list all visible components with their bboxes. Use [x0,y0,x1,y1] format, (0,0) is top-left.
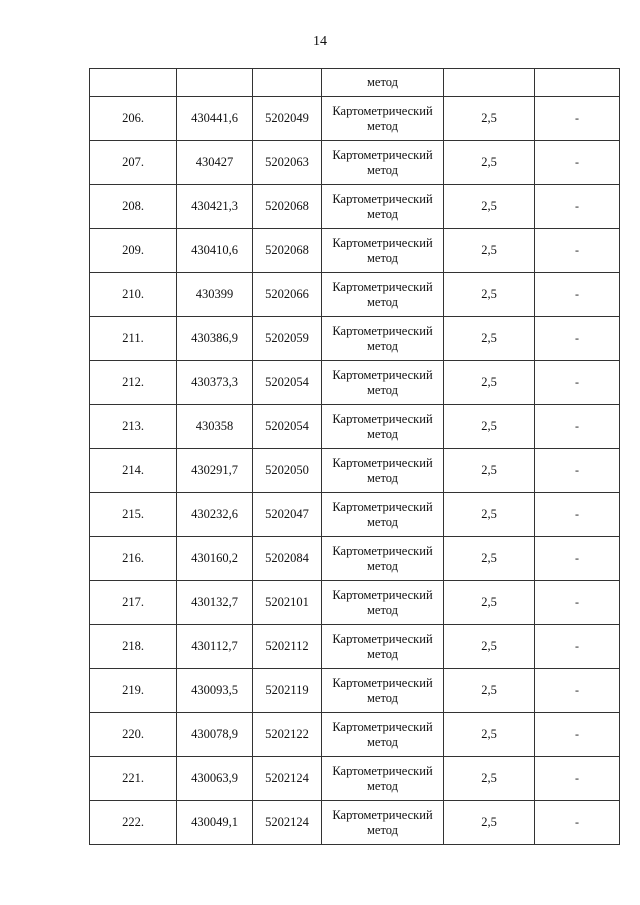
cell-note [535,273,620,317]
cell-x: 430427 [177,141,253,185]
cell-x: 430232,6 [177,493,253,537]
cell-accuracy: 2,5 [444,141,535,185]
note-text: - [575,551,579,565]
method-text: Картометрический метод [332,807,433,837]
cell-y: 5202101 [253,581,322,625]
table-row [90,317,620,361]
cell-y: 5202049 [253,97,322,141]
cell-number: 208. [90,185,177,229]
cell-method [322,581,444,625]
cell-method [322,801,444,845]
table-row [90,229,620,273]
cell-accuracy [444,69,535,97]
cell-x: 430093,5 [177,669,253,713]
cell-accuracy: 2,5 [444,581,535,625]
cell-number: 212. [90,361,177,405]
cell-accuracy: 2,5 [444,757,535,801]
cell-x [177,69,253,97]
method-text: Картометрический метод [332,543,433,573]
cell-y: 5202047 [253,493,322,537]
cell-number: 221. [90,757,177,801]
cell-accuracy: 2,5 [444,625,535,669]
cell-x: 430291,7 [177,449,253,493]
table-row [90,625,620,669]
cell-accuracy: 2,5 [444,801,535,845]
cell-x: 430386,9 [177,317,253,361]
cell-x: 430373,3 [177,361,253,405]
cell-method [322,141,444,185]
table-row [90,361,620,405]
table-row [90,449,620,493]
table-body [90,69,620,845]
note-text: - [575,287,579,301]
coordinates-table [89,68,620,845]
cell-number: 220. [90,713,177,757]
note-text: - [575,771,579,785]
method-text: Картометрический метод [332,103,433,133]
cell-accuracy: 2,5 [444,493,535,537]
cell-accuracy: 2,5 [444,669,535,713]
cell-note [535,757,620,801]
note-text: - [575,331,579,345]
cell-y: 5202112 [253,625,322,669]
cell-method [322,493,444,537]
cell-x: 430358 [177,405,253,449]
note-text: - [575,155,579,169]
table-row [90,185,620,229]
cell-note [535,625,620,669]
cell-accuracy: 2,5 [444,97,535,141]
method-text: Картометрический метод [332,367,433,397]
cell-number: 211. [90,317,177,361]
method-text: Картометрический метод [332,719,433,749]
note-text: - [575,419,579,433]
cell-note [535,185,620,229]
cell-x: 430410,6 [177,229,253,273]
cell-note [535,713,620,757]
table-row [90,801,620,845]
cell-y: 5202124 [253,757,322,801]
cell-number [90,69,177,97]
cell-method [322,713,444,757]
cell-number: 215. [90,493,177,537]
method-text: Картометрический метод [332,147,433,177]
method-text: Картометрический метод [332,323,433,353]
method-text: Картометрический метод [332,675,433,705]
method-text: метод [366,75,398,89]
cell-method [322,69,444,97]
cell-method [322,625,444,669]
cell-note [535,69,620,97]
cell-method [322,669,444,713]
cell-note [535,801,620,845]
method-text: Картометрический метод [332,499,433,529]
note-text: - [575,243,579,257]
method-text: Картометрический метод [332,235,433,265]
cell-method [322,361,444,405]
cell-note [535,581,620,625]
cell-method [322,757,444,801]
cell-y: 5202066 [253,273,322,317]
note-text: - [575,507,579,521]
note-text: - [575,111,579,125]
cell-y: 5202059 [253,317,322,361]
cell-y [253,69,322,97]
cell-method [322,449,444,493]
cell-y: 5202119 [253,669,322,713]
cell-method [322,273,444,317]
method-text: Картометрический метод [332,587,433,617]
table-row [90,669,620,713]
cell-x: 430078,9 [177,713,253,757]
note-text: - [575,683,579,697]
cell-number: 209. [90,229,177,273]
cell-accuracy: 2,5 [444,317,535,361]
cell-note [535,317,620,361]
note-text: - [575,463,579,477]
cell-number: 219. [90,669,177,713]
cell-accuracy: 2,5 [444,405,535,449]
cell-y: 5202084 [253,537,322,581]
cell-y: 5202054 [253,361,322,405]
cell-x: 430421,3 [177,185,253,229]
table-row [90,757,620,801]
cell-method [322,97,444,141]
note-text: - [575,595,579,609]
method-text: Картометрический метод [332,411,433,441]
cell-method [322,317,444,361]
note-text: - [575,199,579,213]
note-text: - [575,815,579,829]
cell-x: 430160,2 [177,537,253,581]
continuation-row [90,69,620,97]
cell-y: 5202063 [253,141,322,185]
cell-y: 5202122 [253,713,322,757]
cell-y: 5202054 [253,405,322,449]
cell-x: 430132,7 [177,581,253,625]
table-row [90,581,620,625]
cell-number: 213. [90,405,177,449]
cell-note [535,449,620,493]
cell-number: 217. [90,581,177,625]
cell-y: 5202068 [253,229,322,273]
cell-x: 430063,9 [177,757,253,801]
cell-note [535,229,620,273]
cell-number: 214. [90,449,177,493]
note-text: - [575,375,579,389]
cell-method [322,229,444,273]
method-text: Картометрический метод [332,631,433,661]
cell-accuracy: 2,5 [444,185,535,229]
cell-note [535,405,620,449]
cell-number: 216. [90,537,177,581]
cell-accuracy: 2,5 [444,713,535,757]
cell-y: 5202068 [253,185,322,229]
cell-note [535,669,620,713]
cell-note [535,537,620,581]
note-text: - [575,727,579,741]
cell-note [535,97,620,141]
cell-note [535,493,620,537]
cell-number: 222. [90,801,177,845]
cell-accuracy: 2,5 [444,361,535,405]
table-row [90,273,620,317]
table-row [90,97,620,141]
table-row [90,713,620,757]
cell-accuracy: 2,5 [444,449,535,493]
cell-note [535,141,620,185]
cell-y: 5202050 [253,449,322,493]
method-text: Картометрический метод [332,455,433,485]
cell-y: 5202124 [253,801,322,845]
method-text: Картометрический метод [332,763,433,793]
cell-number: 218. [90,625,177,669]
table-row [90,537,620,581]
page-number: 14 [313,34,327,49]
cell-number: 206. [90,97,177,141]
method-text: Картометрический метод [332,191,433,221]
table-row [90,493,620,537]
cell-method [322,185,444,229]
cell-accuracy: 2,5 [444,273,535,317]
cell-x: 430112,7 [177,625,253,669]
table-row [90,405,620,449]
method-text: Картометрический метод [332,279,433,309]
cell-note [535,361,620,405]
cell-number: 207. [90,141,177,185]
cell-accuracy: 2,5 [444,229,535,273]
cell-x: 430049,1 [177,801,253,845]
cell-x: 430399 [177,273,253,317]
cell-accuracy: 2,5 [444,537,535,581]
cell-method [322,537,444,581]
cell-number: 210. [90,273,177,317]
note-text: - [575,639,579,653]
cell-method [322,405,444,449]
cell-x: 430441,6 [177,97,253,141]
table-row [90,141,620,185]
